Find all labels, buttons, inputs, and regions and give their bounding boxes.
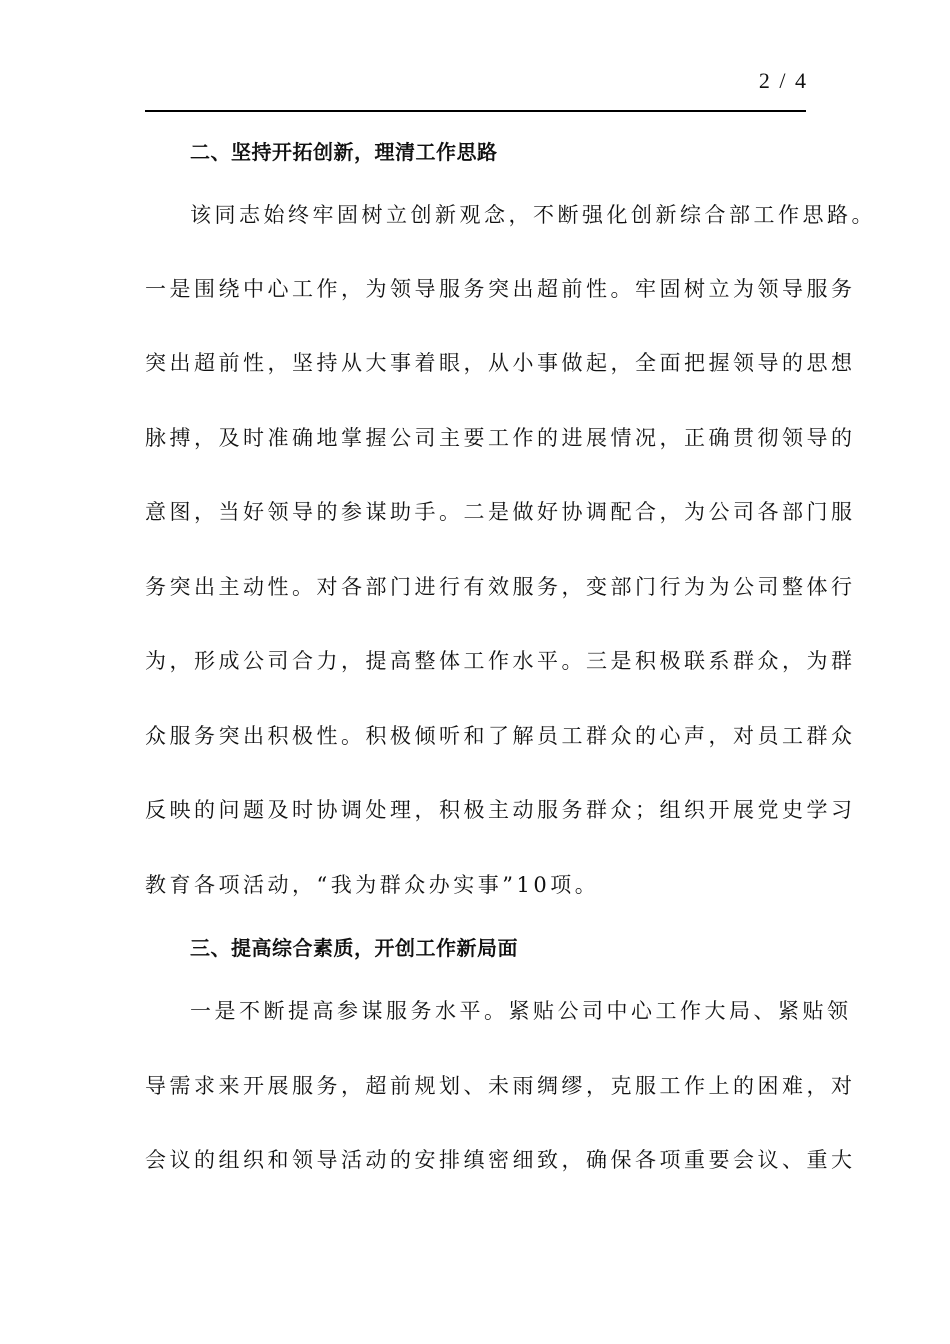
paragraph-line: 务突出主动性。对各部门进行有效服务，变部门行为为公司整体行 [145,575,856,599]
section-heading-3: 三、提高综合素质，开创工作新局面 [190,936,518,960]
paragraph-line: 意图，当好领导的参谋助手。二是做好协调配合，为公司各部门服 [145,500,856,524]
paragraph-line: 脉搏，及时准确地掌握公司主要工作的进展情况，正确贯彻领导的 [145,426,856,450]
paragraph-line: 突出超前性，坚持从大事着眼，从小事做起，全面把握领导的思想 [145,351,856,375]
paragraph-line: 反映的问题及时协调处理，积极主动服务群众；组织开展党史学习 [145,798,856,822]
section-heading-2: 二、坚持开拓创新，理清工作思路 [190,140,498,164]
paragraph-line: 众服务突出积极性。积极倾听和了解员工群众的心声，对员工群众 [145,724,856,748]
page-number: 2 / 4 [758,68,808,93]
paragraph-line: 教育各项活动，“我为群众办实事”10项。 [145,873,600,897]
paragraph-line: 为，形成公司合力，提高整体工作水平。三是积极联系群众，为群 [145,649,856,673]
header-rule [145,110,806,112]
paragraph-line: 导需求来开展服务，超前规划、未雨绸缪，克服工作上的困难，对 [145,1074,856,1098]
paragraph-line: 一是围绕中心工作，为领导服务突出超前性。牢固树立为领导服务 [145,277,856,301]
paragraph-line: 一是不断提高参谋服务水平。紧贴公司中心工作大局、紧贴领 [190,999,852,1023]
paragraph-line: 会议的组织和领导活动的安排缜密细致，确保各项重要会议、重大 [145,1148,856,1172]
paragraph-line: 该同志始终牢固树立创新观念，不断强化创新综合部工作思路。 [190,203,876,227]
